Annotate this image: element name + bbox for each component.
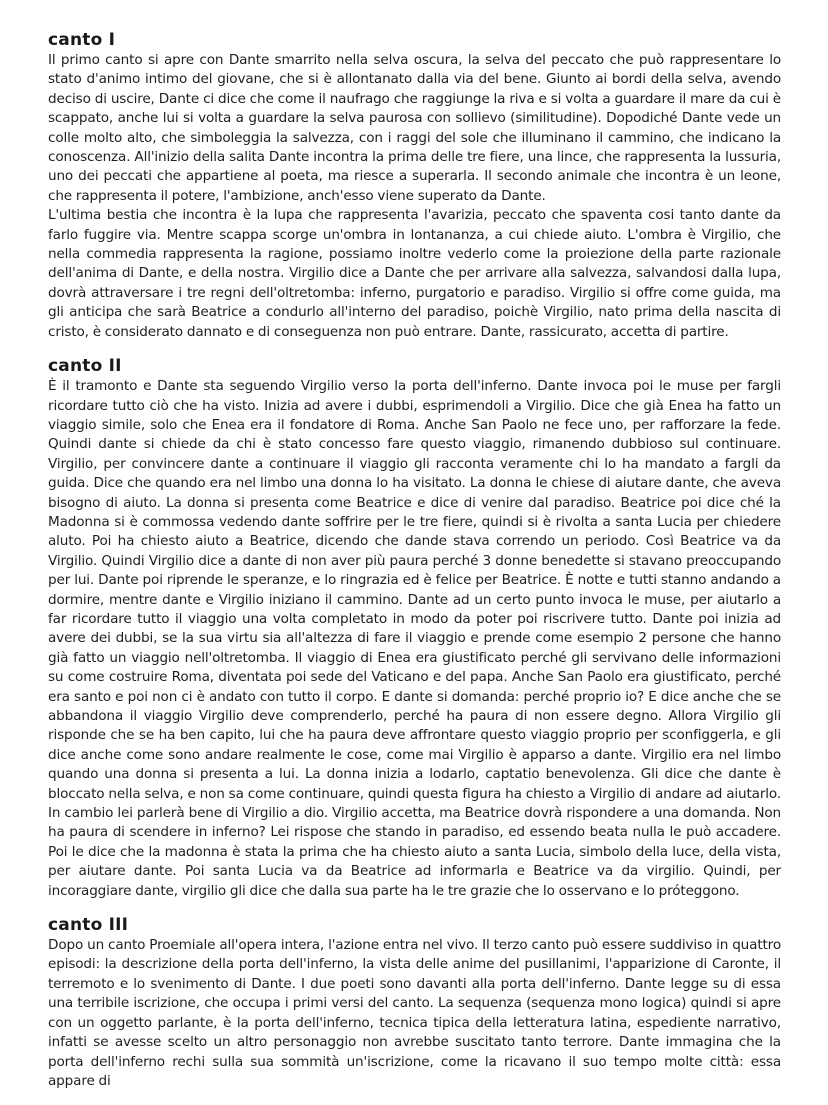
paragraph: Dopo un canto Proemiale all'opera intera, l'azione entra nel vivo. Il terzo canto può essere suddiviso in quattro episodi: la descrizione della porta dell'inferno, la vista delle anime del pusillanimi, l'apparizione di Caronte, il terremoto e lo svenimento di Dante. I due poeti sono davanti alla porta dell'inferno. Dante legge su di essa una terribile iscrizione, che occupa i primi versi del canto. La sequenza (sequenza mono logica) quindi si apre con un oggetto parlante, è la porta dell'inferno, tecnica tipica della letteratura latina, espediente narrativo, infatti se avesse scelto un altro personaggio non avrebbe suscitato tanto terrore. Dante immagina che la porta dell'inferno rechi sulla sua sommità un'iscrizione, come la ricavano il suo tempo molte città: essa appare di [48,937,781,1089]
document-page [48,30,781,1105]
section-heading: canto II [48,356,122,377]
paragraph: L'ultima bestia che incontra è la lupa che rappresenta l'avarizia, peccato che spaventa cosi tanto dante da farlo fuggire via. Mentre scappa scorge un'ombra in lontananza, a cui chiede aiuto. L'ombra è Virgilio, che nella commedia rappresenta la ragione, possiamo inoltre vederlo come la proiezione della parte razionale dell'anima di Dante, e della nostra. Virgilio dice a Dante che per arrivare alla salvezza, salvandosi dalla lupa, dovrà attraversare i tre regni dell'oltretomba: inferno, purgatorio e paradiso. Virgilio si offre come guida, ma gli anticipa che sarà Beatrice a condurlo all'interno del paradiso, poichè Virgilio, nato prima della nascita di cristo, è considerato dannato e di conseguenza non può entrare. Dante, rassicurato, accetta di partire. [48,207,781,340]
section-canto-1 [48,30,781,342]
section-heading: canto I [48,30,116,50]
section-heading: canto III [48,915,129,936]
section-canto-2 [48,356,781,901]
section-canto-3 [48,915,781,1091]
paragraph: È il tramonto e Dante sta seguendo Virgilio verso la porta dell'inferno. Dante invoca poi le muse per fargli ricordare tutto ciò che ha visto. Inizia ad avere i dubbi, esprimendoli a Virgilio. Dice che già Enea ha fatto un viaggio simile, solo che Enea era il fondatore di Roma. Anche San Paolo ne fece uno, per rafforzare la fede. Quindi dante si chiede da chi è stato concesso fare questo viaggio, rimanendo dubbioso sul continuare. Virgilio, per convincere dante a continuare il viaggio gli racconta veramente chi lo ha mandato a fargli da guida. Dice che quando era nel limbo una donna lo ha visitato. La donna le chiese di aiutare dante, che aveva bisogno di aiuto. La donna si presenta come Beatrice e dice di venire dal paradiso. Beatrice poi dice ché la Madonna si è commossa vedendo dante soffrire per le tre fiere, quindi si è rivolta a santa Lucia per chiedere aluto. Poi ha chiesto aiuto a Beatrice, dicendo che dande stava correndo un periodo. Così Beatrice va da Virgilio. Quindi Virgilio dice a dante di non aver più paura perché 3 donne benedette si stavano preoccupando per lui. Dante poi riprende le speranze, e lo ringrazia ed è felice per Beatrice. È notte e tutti stanno andando a dormire, mentre dante e Virgilio iniziano il cammino. Dante ad un certo punto invoca le muse, per aiutarlo a far ricordare tutto il viaggio una volta completato in modo da poter poi riscrivere tutto. Dante poi inizia ad avere dei dubbi, se la sua virtu sia all'altezza di fare il viaggio e prende come esempio 2 persone che hanno già fatto un viaggio nell'oltretomba. Il viaggio di Enea era giustificato perché gli servivano delle informazioni su come costruire Roma, diventata poi sede del Vaticano e del papa. Anche San Paolo era giustificato, perché era santo e poi non ci è andato con tutto il corpo. E dante si domanda: perché proprio io? E dice anche che se abbandona il viaggio Virgilio deve comprenderlo, perché ha paura di non essere degno. Allora Virgilio gli risponde che se ha ben capito, lui che ha paura deve affrontare questo viaggio proprio per sconfiggerla, e gli dice anche come sono andare realmente le cose, come mai Virgilio è apparso a dante. Virgilio era nel limbo quando una donna si presenta a lui. La donna inizia a lodarlo, captatio benevolenza. Gli dice che dante è bloccato nella selva, e non sa come continuare, quindi questa figura ha chiesto a Virgilio di andare ad aiutarlo. In cambio lei parlerà bene di Virgilio a dio. Virgilio accetta, ma Beatrice dovrà rispondere a una domanda. Non ha paura di scendere in inferno? Lei rispose che stando in paradiso, ed essendo beata nulla le può accadere. Poi le dice che la madonna è stata la prima che ha chiesto aiuto a santa Lucia, simbolo della luce, della vista, per aiutare dante. Poi santa Lucia va da Beatrice ad informarla e Beatrice va da virgilio. Quindi, per incoraggiare dante, virgilio gli dice che dalla sua parte ha le tre grazie che lo osservano e lo próteggono. [48,378,781,899]
paragraph: Il primo canto si apre con Dante smarrito nella selva oscura, la selva del peccato che può rappresentare lo stato d'animo intimo del giovane, che si è allontanato dalla via del bene. Giunto ai bordi della selva, avendo deciso di uscire, Dante ci dice che come il naufrago che raggiunge la riva e si volta a guardare il mare da cui è scappato, anche lui si volta a guardare la selva paurosa con sollievo (similitudine). Dopodiché Dante vede un colle molto alto, che simboleggia la salvezza, con i raggi del sole che illuminano il cammino, che indicano la conoscenza. All'inizio della salita Dante incontra la prima delle tre fiere, una lince, che rappresenta la lussuria, uno dei peccati che appartiene al poeta, ma riesce a superarla. Il secondo animale che incontra è un leone, che rappresenta il potere, l'ambizione, anch'esso viene superato da Dante. [48,52,781,204]
